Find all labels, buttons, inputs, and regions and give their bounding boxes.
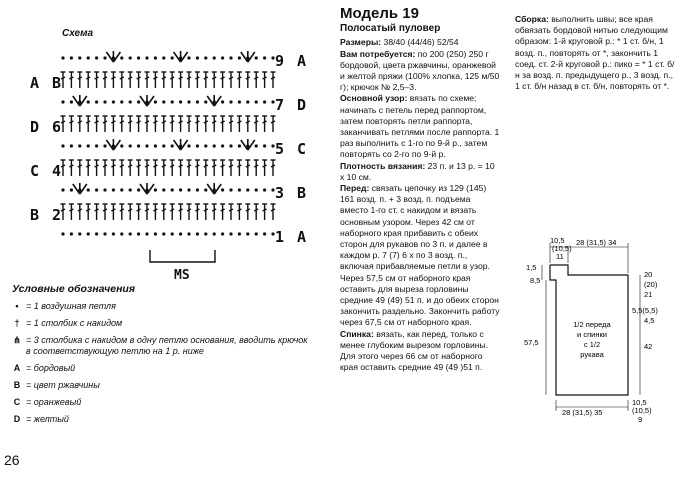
double-crochet-icon xyxy=(237,72,242,88)
chain-stitch-icon xyxy=(162,232,165,235)
dim-label: 57,5 xyxy=(524,338,539,347)
chain-stitch-icon xyxy=(95,232,98,235)
chain-stitch-icon xyxy=(154,188,157,191)
chain-stitch-icon xyxy=(137,188,140,191)
row-label-right: 7 D xyxy=(275,96,309,114)
double-crochet-icon xyxy=(161,160,166,176)
chain-stitch-icon xyxy=(120,232,123,235)
chain-stitch-icon xyxy=(171,188,174,191)
chain-stitch-icon xyxy=(221,232,224,235)
chain-stitch-icon xyxy=(61,232,64,235)
chain-stitch-icon xyxy=(179,100,182,103)
double-crochet-icon xyxy=(103,116,108,132)
double-crochet-icon xyxy=(271,116,276,132)
dim-label: 8,5 xyxy=(530,276,541,285)
color-code: C xyxy=(13,397,21,407)
shell-stitch-icon xyxy=(73,95,87,106)
dim-label: 1,5 xyxy=(526,263,537,272)
assembly-instructions: Сборка: выполнить швы; все края обвязать бордовой нитью следующим образом: 1-й круговой р.: * 1 ст. б/н, 1 возд. п., повторять от *, закончить 1 соед. ст. 2-й круговой р.: пико = * 1 ст. б/н за возд. п. предыдущего р., 3 возд. п., 1 ст. б/н назад в ст. б/н, повторять от *. xyxy=(515,14,675,92)
dim-label: (20) xyxy=(644,280,658,289)
chain-stitch-icon xyxy=(187,144,190,147)
double-crochet-icon xyxy=(69,116,74,132)
chain-stitch-icon xyxy=(95,100,98,103)
double-crochet-icon xyxy=(220,116,225,132)
row-label-left: D 6 xyxy=(30,118,64,136)
double-crochet-icon xyxy=(237,160,242,176)
shell-stitch-icon xyxy=(106,139,120,150)
double-crochet-icon xyxy=(161,72,166,88)
dim-label: 42 xyxy=(644,342,653,351)
double-crochet-icon xyxy=(77,204,82,220)
double-crochet-icon xyxy=(153,204,158,220)
shell-stitch-icon xyxy=(241,51,255,62)
double-crochet-icon xyxy=(203,72,208,88)
shell-stitch-icon: ⋔ xyxy=(13,335,21,345)
double-crochet-icon xyxy=(77,116,82,132)
chain-stitch-icon xyxy=(112,232,115,235)
sizes: Размеры: 38/40 (44/46) 52/54 xyxy=(340,37,459,48)
chain-stitch-icon xyxy=(221,144,224,147)
chain-stitch-icon xyxy=(162,188,165,191)
chain-stitch-icon xyxy=(120,144,123,147)
legend-item: D = желтый xyxy=(8,414,308,425)
shell-stitch-icon xyxy=(73,183,87,194)
color-code: B xyxy=(13,380,21,390)
chain-stitch-icon xyxy=(238,188,241,191)
double-crochet-icon xyxy=(229,204,234,220)
chain-stitch-icon xyxy=(61,56,64,59)
double-crochet-icon xyxy=(187,72,192,88)
chain-stitch-icon xyxy=(229,56,232,59)
piece-label: и спинки xyxy=(577,330,607,339)
dim-label: 28 (31,5) 35 xyxy=(562,408,603,417)
double-crochet-icon xyxy=(229,72,234,88)
double-crochet-icon xyxy=(220,204,225,220)
dim-label: 20 xyxy=(644,270,653,279)
crochet-chart xyxy=(55,30,300,290)
double-crochet-icon xyxy=(119,116,124,132)
shell-stitch-icon xyxy=(241,139,255,150)
chain-stitch-icon xyxy=(255,100,258,103)
double-crochet-icon xyxy=(195,160,200,176)
chain-stitch-icon xyxy=(196,144,199,147)
dim-label: 11 xyxy=(556,252,564,261)
front-instructions: Перед: связать цепочку из 129 (145) 161 возд. п. + 3 возд. п. подъема вместо 1-го ст. с накидом и вязать основным узором. Через 42 см от наборного края прибавить с обеих сторон для рукавов по 3 п. и далее в каждом р. 7 (7) 6 х по 3 возд. п., включая прибавляемые петли в узор. Через 57,5 см от наборного края оставить для выреза горловины средние 49 (49) 51 п. и до обеих сторон закончить раздельно. Закончить работу через 67,5 см от наборного края. xyxy=(340,183,500,328)
double-crochet-icon xyxy=(128,72,133,88)
chain-stitch-icon xyxy=(95,188,98,191)
chain-stitch-icon xyxy=(204,188,207,191)
row-label-left: B 2 xyxy=(30,206,64,224)
chain-stitch-icon xyxy=(221,56,224,59)
model-subtitle: Полосатый пуловер xyxy=(340,23,441,35)
double-crochet-icon xyxy=(119,72,124,88)
shell-stitch-icon xyxy=(174,139,188,150)
shell-stitch-icon xyxy=(174,51,188,62)
double-crochet-icon xyxy=(229,116,234,132)
chain-stitch-icon xyxy=(137,232,140,235)
double-crochet-icon xyxy=(86,116,91,132)
chain-stitch-icon xyxy=(229,232,232,235)
dim-label: 10,5 xyxy=(632,398,647,407)
double-crochet-icon xyxy=(161,116,166,132)
piece-label: с 1/2 xyxy=(583,340,601,349)
chain-stitch-icon xyxy=(154,56,157,59)
chain-stitch-icon xyxy=(112,188,115,191)
chain-stitch-icon xyxy=(204,100,207,103)
chain-stitch-icon xyxy=(238,100,241,103)
chain-stitch-icon xyxy=(120,56,123,59)
dim-label: 28 (31,5) 34 xyxy=(576,238,617,247)
legend-item: † = 1 столбик с накидом xyxy=(8,318,308,329)
double-crochet-icon xyxy=(145,160,150,176)
color-code: A xyxy=(13,363,21,373)
chain-stitch-icon xyxy=(78,144,81,147)
chain-stitch-icon xyxy=(61,144,64,147)
double-crochet-icon xyxy=(136,204,141,220)
gauge: Плотность вязания: 23 п. и 13 р. = 10 х 10 см. xyxy=(340,160,495,182)
chain-stitch-icon xyxy=(103,144,106,147)
double-crochet-icon xyxy=(245,204,250,220)
chain-stitch-icon xyxy=(61,100,64,103)
double-crochet-icon xyxy=(111,116,116,132)
shell-stitch-icon xyxy=(140,183,154,194)
chain-stitch-icon xyxy=(213,56,216,59)
chain-stitch-icon xyxy=(196,100,199,103)
double-crochet-icon xyxy=(262,116,267,132)
chain-stitch-icon xyxy=(112,100,115,103)
shell-stitch-icon xyxy=(106,51,120,62)
color-code: D xyxy=(13,414,21,424)
double-crochet-icon xyxy=(229,160,234,176)
double-crochet-icon xyxy=(262,204,267,220)
double-crochet-icon xyxy=(136,116,141,132)
chain-stitch-icon xyxy=(187,232,190,235)
chain-stitch-icon xyxy=(137,144,140,147)
chain-stitch-icon xyxy=(145,56,148,59)
double-crochet-icon xyxy=(245,116,250,132)
double-crochet-icon xyxy=(271,204,276,220)
chain-stitch-icon xyxy=(204,56,207,59)
double-crochet-icon xyxy=(178,204,183,220)
chain-stitch-icon xyxy=(70,188,73,191)
chain-stitch-icon xyxy=(129,56,132,59)
chain-stitch-icon xyxy=(213,144,216,147)
double-crochet-icon xyxy=(111,160,116,176)
chain-stitch-icon xyxy=(263,232,266,235)
chain-stitch-icon xyxy=(87,100,90,103)
chain-stitch-icon xyxy=(179,232,182,235)
chain-stitch-icon xyxy=(204,232,207,235)
double-crochet-icon xyxy=(94,72,99,88)
double-crochet-icon xyxy=(103,72,108,88)
double-crochet-icon xyxy=(178,116,183,132)
double-crochet-icon xyxy=(119,204,124,220)
double-crochet-icon xyxy=(195,204,200,220)
double-crochet-icon xyxy=(153,160,158,176)
legend-item: A = бордовый xyxy=(8,363,308,374)
chain-stitch-icon xyxy=(238,144,241,147)
rapport-label: MS xyxy=(174,268,190,283)
double-crochet-icon xyxy=(119,160,124,176)
chain-stitch-icon xyxy=(246,232,249,235)
double-crochet-icon xyxy=(203,204,208,220)
model-title: Модель 19 xyxy=(340,5,419,22)
double-crochet-icon xyxy=(136,72,141,88)
double-crochet-icon xyxy=(111,204,116,220)
legend-item: C = оранжевый xyxy=(8,397,308,408)
chain-stitch-icon xyxy=(187,100,190,103)
chain-stitch-icon xyxy=(187,188,190,191)
double-crochet-icon xyxy=(170,204,175,220)
double-crochet-icon xyxy=(195,116,200,132)
double-crochet-icon xyxy=(69,204,74,220)
dim-label: 21 xyxy=(644,290,653,299)
chain-stitch-icon xyxy=(196,232,199,235)
chain-stitch-icon xyxy=(70,144,73,147)
chain-stitch-icon xyxy=(87,144,90,147)
chain-stitch-icon xyxy=(78,232,81,235)
chain-stitch-icon xyxy=(263,100,266,103)
double-crochet-icon xyxy=(212,72,217,88)
pattern-description xyxy=(340,5,500,374)
double-crochet-icon xyxy=(128,116,133,132)
row-label-right: 1 A xyxy=(275,228,309,246)
dim-label: 4,5 xyxy=(644,316,655,325)
materials: Вам потребуется: по 200 (250) 250 г бордовой, цвета ржавчины, оранжевой и желтой пряжи (100% хлопка, 125 м/50 г); крючок № 2,5–3. xyxy=(340,48,500,93)
double-crochet-icon xyxy=(203,116,208,132)
chain-stitch-icon xyxy=(238,56,241,59)
page-number: 26 xyxy=(4,452,20,468)
double-crochet-icon xyxy=(220,72,225,88)
chain-stitch-icon xyxy=(145,144,148,147)
double-crochet-icon xyxy=(178,72,183,88)
legend-item: B = цвет ржавчины xyxy=(8,380,308,391)
rapport-bracket xyxy=(150,250,215,262)
double-crochet-icon xyxy=(271,72,276,88)
chain-stitch-icon xyxy=(78,56,81,59)
legend-item: • = 1 воздушная петля xyxy=(8,301,308,312)
chain-stitch-icon xyxy=(154,144,157,147)
chain-stitch-icon xyxy=(87,188,90,191)
chain-stitch-icon xyxy=(95,56,98,59)
chain-stitch-icon xyxy=(196,56,199,59)
chain-stitch-icon xyxy=(246,100,249,103)
back-instructions: Спинка: вязать, как перед, только с менее глубоким вырезом горловины. Для этого через 66 см от наборного края оставить средние 49 (49 )51 п. xyxy=(340,328,489,373)
double-crochet-icon xyxy=(195,72,200,88)
chain-stitch-icon xyxy=(229,144,232,147)
double-crochet-icon xyxy=(254,116,259,132)
dim-label: (10,5) xyxy=(552,244,572,253)
piece-label: 1/2 переда xyxy=(573,320,611,329)
double-crochet-icon xyxy=(103,160,108,176)
chain-stitch-icon xyxy=(171,100,174,103)
row-label-right: 9 A xyxy=(275,52,309,70)
dim-label: (10,5) xyxy=(632,406,652,415)
chain-stitch-icon xyxy=(103,232,106,235)
chain-stitch-icon xyxy=(103,188,106,191)
double-crochet-icon xyxy=(170,116,175,132)
double-crochet-icon xyxy=(254,160,259,176)
double-crochet-icon xyxy=(187,204,192,220)
chain-stitch-icon xyxy=(87,56,90,59)
chain-stitch-icon xyxy=(263,188,266,191)
double-crochet-icon xyxy=(212,160,217,176)
double-crochet-icon xyxy=(254,204,259,220)
dim-label: 10,5 xyxy=(550,236,565,245)
garment-schematic xyxy=(520,235,695,435)
chain-stitch-icon xyxy=(103,100,106,103)
double-crochet-icon xyxy=(245,160,250,176)
double-crochet-icon xyxy=(94,116,99,132)
shell-stitch-icon xyxy=(207,95,221,106)
double-crochet-icon xyxy=(103,204,108,220)
chain-stitch-icon xyxy=(154,232,157,235)
dim-label: 9 xyxy=(638,415,643,424)
chain-stitch-icon xyxy=(221,188,224,191)
chain-stitch-icon xyxy=(137,56,140,59)
chain-stitch-icon xyxy=(255,188,258,191)
chain-stitch-icon xyxy=(246,188,249,191)
double-crochet-icon xyxy=(153,116,158,132)
legend-item: ⋔ = 3 столбика с накидом в одну петлю основания, вводить крючок в соответствующую петлю на 1 р. ниже xyxy=(8,335,308,357)
chain-stitch-icon xyxy=(171,56,174,59)
double-crochet-icon xyxy=(77,160,82,176)
chain-stitch-icon xyxy=(238,232,241,235)
double-crochet-icon xyxy=(203,160,208,176)
double-crochet-icon xyxy=(77,72,82,88)
double-crochet-icon xyxy=(245,72,250,88)
chain-stitch-icon xyxy=(87,232,90,235)
legend-title: Условные обозначения xyxy=(12,283,136,295)
dim-label: 5,5(5,5) xyxy=(632,306,658,315)
chain-stitch-icon xyxy=(255,144,258,147)
chart-title: Схема xyxy=(62,28,94,39)
double-crochet-icon xyxy=(161,204,166,220)
chain-stitch-icon xyxy=(263,56,266,59)
double-crochet-icon xyxy=(212,116,217,132)
row-label-right: 5 C xyxy=(275,140,309,158)
chain-stitch-icon xyxy=(263,144,266,147)
double-crochet-icon xyxy=(86,160,91,176)
chain-stitch-icon xyxy=(145,232,148,235)
double-crochet-icon xyxy=(128,160,133,176)
chain-stitch-icon xyxy=(70,232,73,235)
double-crochet-icon xyxy=(254,72,259,88)
double-crochet-icon: † xyxy=(14,318,20,328)
chain-stitch-icon xyxy=(129,188,132,191)
chain-stitch-icon: • xyxy=(15,301,19,311)
shell-stitch-icon xyxy=(140,95,154,106)
chain-stitch-icon xyxy=(120,188,123,191)
chain-stitch-icon xyxy=(255,232,258,235)
chain-stitch-icon xyxy=(162,100,165,103)
double-crochet-icon xyxy=(237,204,242,220)
double-crochet-icon xyxy=(220,160,225,176)
double-crochet-icon xyxy=(153,72,158,88)
double-crochet-icon xyxy=(271,160,276,176)
double-crochet-icon xyxy=(69,72,74,88)
chain-stitch-icon xyxy=(129,232,132,235)
chain-stitch-icon xyxy=(213,232,216,235)
chain-stitch-icon xyxy=(171,144,174,147)
chain-stitch-icon xyxy=(162,56,165,59)
double-crochet-icon xyxy=(136,160,141,176)
chain-stitch-icon xyxy=(70,100,73,103)
double-crochet-icon xyxy=(145,116,150,132)
chain-stitch-icon xyxy=(70,56,73,59)
double-crochet-icon xyxy=(170,160,175,176)
double-crochet-icon xyxy=(262,160,267,176)
double-crochet-icon xyxy=(69,160,74,176)
double-crochet-icon xyxy=(111,72,116,88)
double-crochet-icon xyxy=(187,116,192,132)
row-label-right: 3 B xyxy=(275,184,309,202)
chain-stitch-icon xyxy=(221,100,224,103)
chain-stitch-icon xyxy=(162,144,165,147)
double-crochet-icon xyxy=(128,204,133,220)
chain-stitch-icon xyxy=(196,188,199,191)
row-label-left: C 4 xyxy=(30,162,64,180)
chain-stitch-icon xyxy=(95,144,98,147)
chain-stitch-icon xyxy=(179,188,182,191)
chain-stitch-icon xyxy=(129,100,132,103)
double-crochet-icon xyxy=(187,160,192,176)
chain-stitch-icon xyxy=(120,100,123,103)
double-crochet-icon xyxy=(237,116,242,132)
double-crochet-icon xyxy=(86,204,91,220)
chain-stitch-icon xyxy=(137,100,140,103)
double-crochet-icon xyxy=(212,204,217,220)
chain-stitch-icon xyxy=(229,188,232,191)
chain-stitch-icon xyxy=(229,100,232,103)
chain-stitch-icon xyxy=(61,188,64,191)
double-crochet-icon xyxy=(145,204,150,220)
double-crochet-icon xyxy=(262,72,267,88)
chain-stitch-icon xyxy=(187,56,190,59)
piece-label: рукава xyxy=(580,350,604,359)
double-crochet-icon xyxy=(178,160,183,176)
chain-stitch-icon xyxy=(171,232,174,235)
chain-stitch-icon xyxy=(129,144,132,147)
shell-stitch-icon xyxy=(207,183,221,194)
row-label-left: A B xyxy=(30,74,64,92)
legend xyxy=(8,283,308,431)
main-pattern: Основной узор: вязать по схеме; начинать с петель перед раппортом, затем повторять петли раппорта, заканчивать петлями после раппорта. 1 раз выполнить с 1-го по 9-й р., затем повторять со 2-го по 9-й р. xyxy=(340,93,500,160)
double-crochet-icon xyxy=(86,72,91,88)
double-crochet-icon xyxy=(170,72,175,88)
chain-stitch-icon xyxy=(204,144,207,147)
chain-stitch-icon xyxy=(255,56,258,59)
chain-stitch-icon xyxy=(154,100,157,103)
double-crochet-icon xyxy=(94,160,99,176)
double-crochet-icon xyxy=(145,72,150,88)
double-crochet-icon xyxy=(94,204,99,220)
chain-stitch-icon xyxy=(103,56,106,59)
